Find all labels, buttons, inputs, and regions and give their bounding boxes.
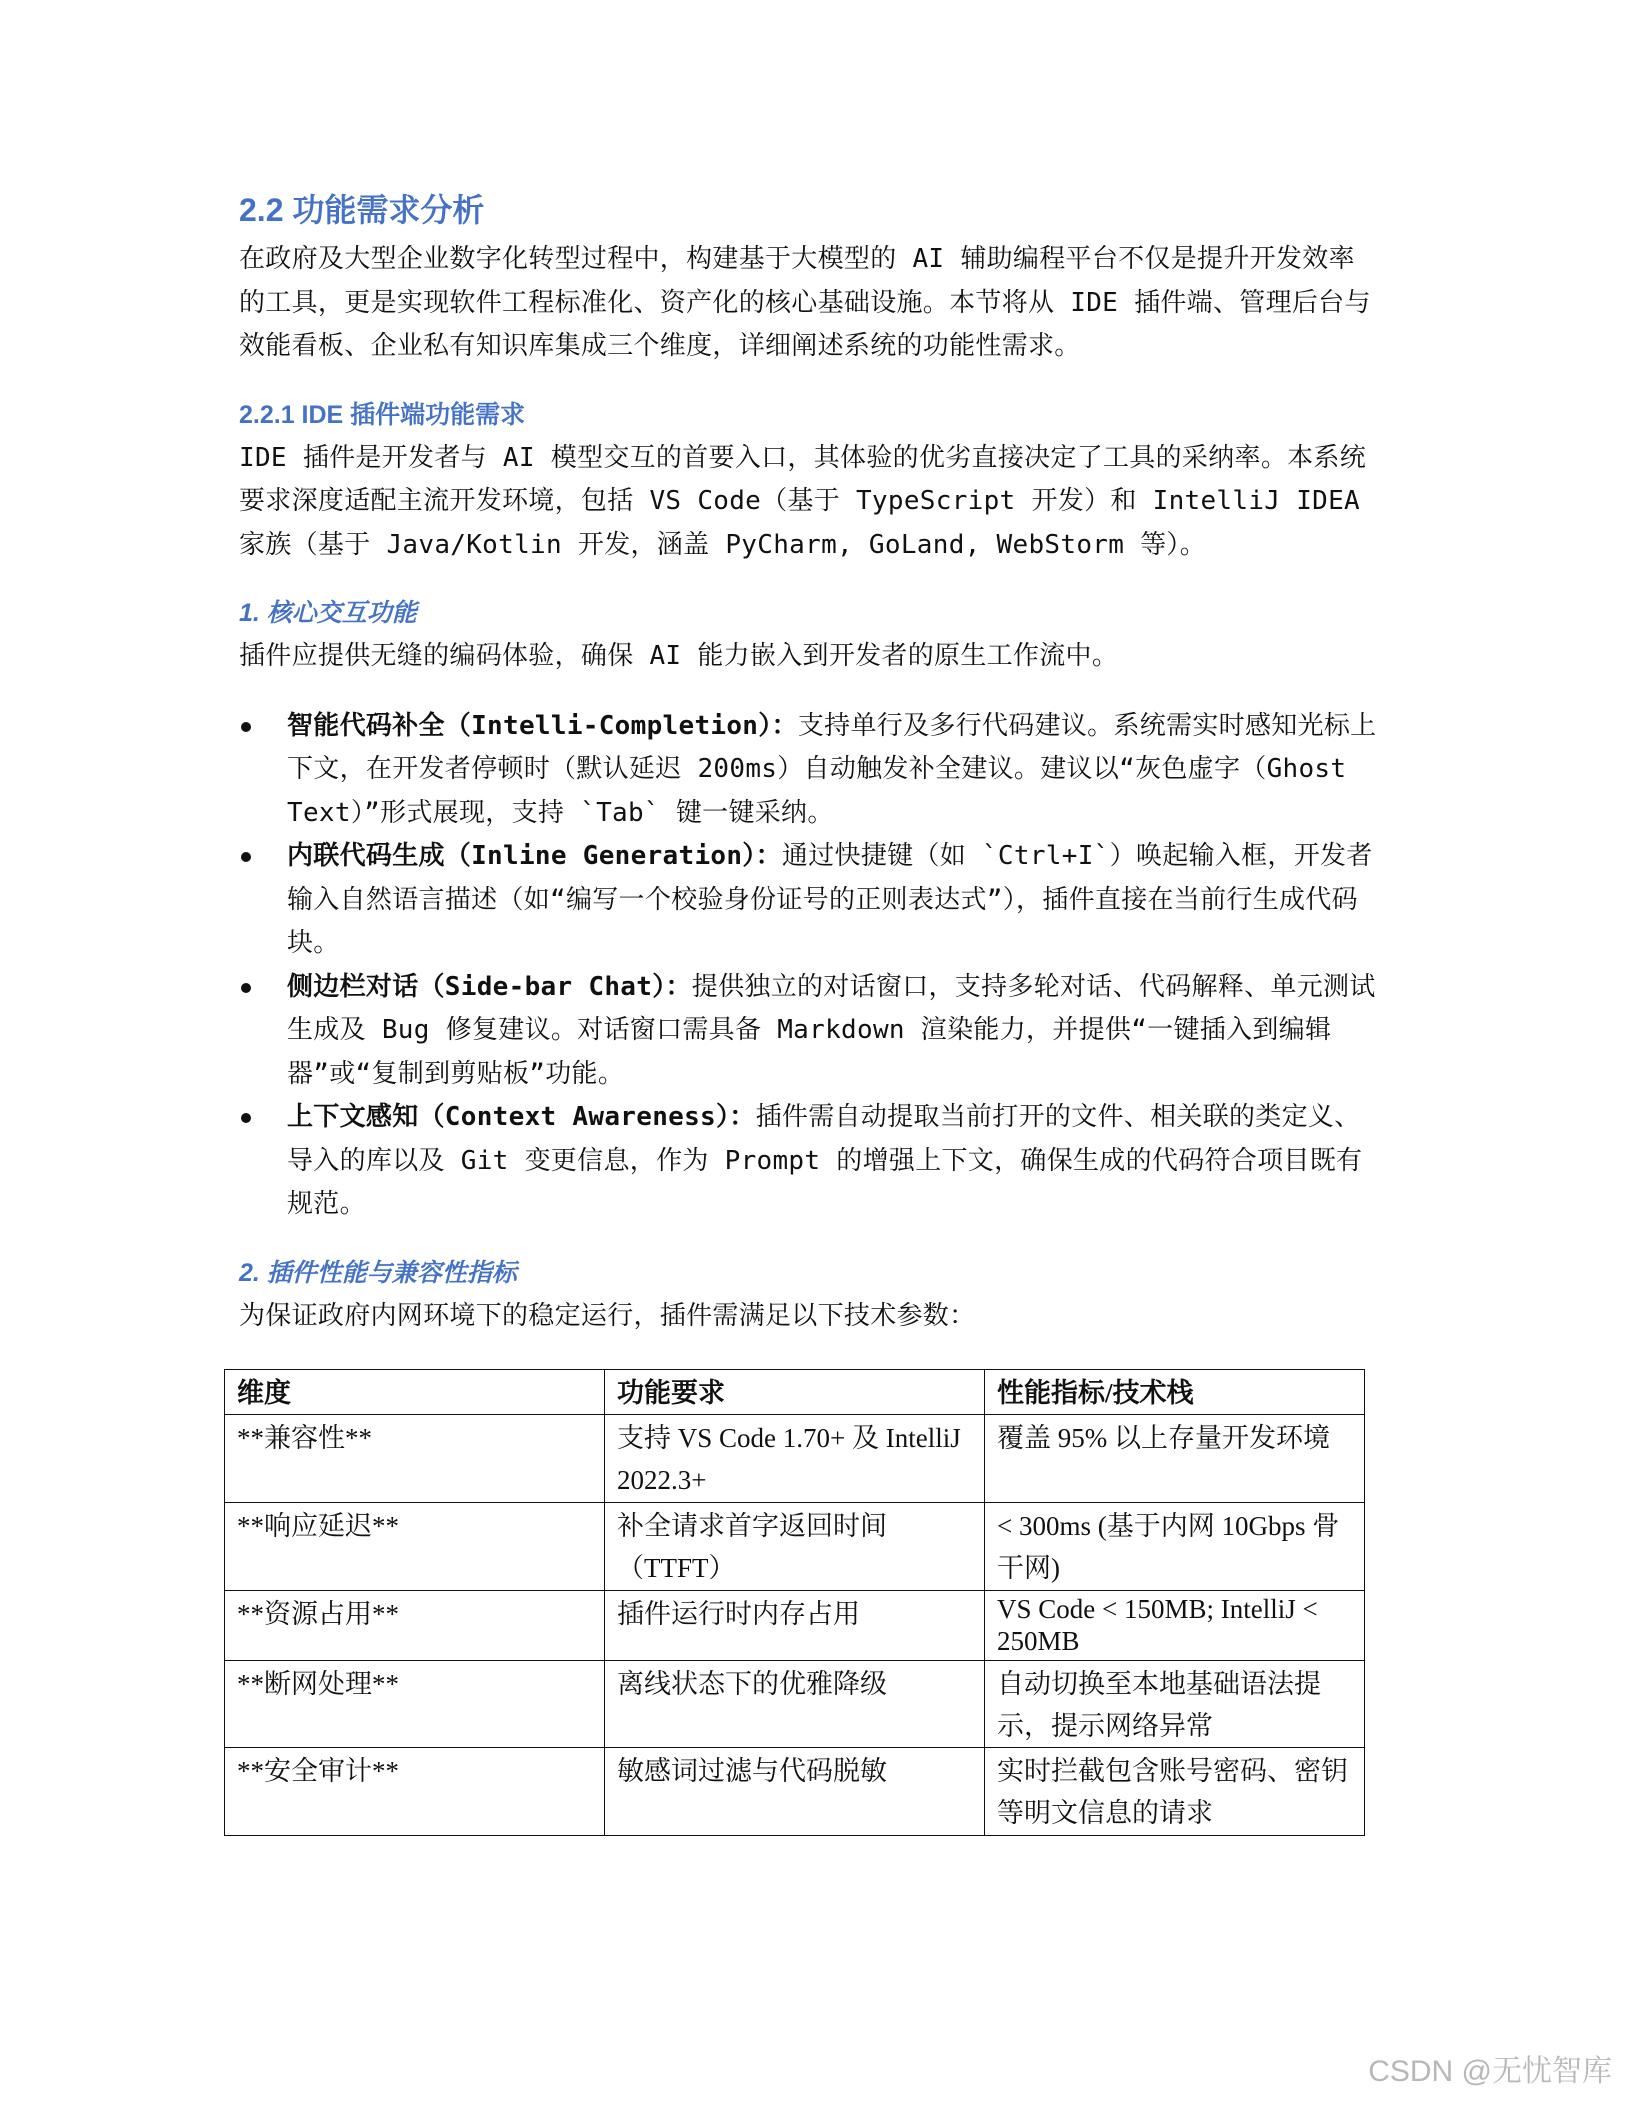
table-cell: **资源占用** — [225, 1591, 605, 1661]
table-row — [225, 1415, 1365, 1503]
table-header-row — [225, 1370, 1365, 1415]
table-cell: **响应延迟** — [225, 1503, 605, 1591]
performance-intro: 为保证政府内网环境下的稳定运行，插件需满足以下技术参数： — [239, 1300, 976, 1331]
list-item — [239, 705, 1381, 836]
core-features-intro: 插件应提供无缝的编码体验，确保 AI 能力嵌入到开发者的原生工作流中。 — [239, 641, 1119, 671]
document-page — [239, 188, 1381, 1338]
table-cell: 离线状态下的优雅降级 — [605, 1661, 985, 1748]
performance-heading: 2. 插件性能与兼容性指标 — [239, 1258, 517, 1287]
table-cell: 敏感词过滤与代码脱敏 — [605, 1748, 985, 1836]
feature-text: 提供独立的对话窗口，支持多轮对话、代码解释、单元测试生成及 Bug 修复建议。对话窗口需具备 Markdown 渲染能力，并提供“一键插入到编辑器”或“复制到剪贴板”功能。 — [287, 971, 1376, 1089]
core-features-heading: 1. 核心交互功能 — [239, 599, 417, 627]
table-row — [225, 1661, 1365, 1748]
column-header: 维度 — [225, 1370, 605, 1415]
feature-term: 侧边栏对话（Side-bar Chat）： — [287, 971, 692, 1002]
feature-text: 支持单行及多行代码建议。系统需实时感知光标上下文，在开发者停顿时（默认延迟 200ms）自动触发补全建议。建议以“灰色虚字（Ghost Text）”形式展现，支持 `Tab` 键一键采纳。 — [287, 710, 1377, 828]
section-title: 2.2 功能需求分析 — [239, 192, 485, 228]
bullet-icon — [241, 852, 251, 862]
bullet-icon — [241, 722, 251, 732]
table-cell: VS Code < 150MB; IntelliJ < 250MB — [985, 1591, 1365, 1661]
feature-text: 通过快捷键（如 `Ctrl+I`）唤起输入框，开发者输入自然语言描述（如“编写一个校验身份证号的正则表达式”），插件直接在当前行生成代码块。 — [287, 841, 1373, 958]
section-intro: 在政府及大型企业数字化转型过程中，构建基于大模型的 AI 辅助编程平台不仅是提升开发效率的工具，更是实现软件工程标准化、资产化的核心基础设施。本节将从 IDE 插件端、管理后台与效能看板、企业私有知识库集成三个维度，详细阐述系统的功能性需求。 — [239, 244, 1371, 361]
table-cell: **断网处理** — [225, 1661, 605, 1748]
watermark: CSDN @无忧智库 — [1368, 2055, 1612, 2088]
bullet-icon — [241, 983, 251, 993]
feature-term: 智能代码补全（Intelli-Completion）： — [287, 710, 798, 741]
table-cell: **安全审计** — [225, 1748, 605, 1836]
table-cell: < 300ms (基于内网 10Gbps 骨干网) — [985, 1503, 1365, 1591]
table-cell: 自动切换至本地基础语法提示，提示网络异常 — [985, 1661, 1365, 1748]
list-item — [239, 835, 1381, 966]
performance-table — [224, 1369, 1365, 1836]
feature-text: 插件需自动提取当前打开的文件、相关联的类定义、导入的库以及 Git 变更信息，作为 Prompt 的增强上下文，确保生成的代码符合项目既有规范。 — [287, 1102, 1363, 1219]
table-row — [225, 1503, 1365, 1591]
table-cell: 支持 VS Code 1.70+ 及 IntelliJ 2022.3+ — [605, 1415, 985, 1503]
table-cell: 插件运行时内存占用 — [605, 1591, 985, 1661]
table-cell: 覆盖 95% 以上存量开发环境 — [985, 1415, 1365, 1503]
table-row — [225, 1591, 1365, 1661]
table-row — [225, 1748, 1365, 1836]
table-cell: 补全请求首字返回时间（TTFT） — [605, 1503, 985, 1591]
core-features-list — [239, 705, 1381, 1227]
subsection-intro: IDE 插件是开发者与 AI 模型交互的首要入口，其体验的优劣直接决定了工具的采纳率。本系统要求深度适配主流开发环境，包括 VS Code（基于 TypeScript 开发）和 IntelliJ IDEA 家族（基于 Java/Kotlin 开发，涵盖 PyCharm, GoLand, WebStorm 等）。 — [239, 442, 1367, 560]
column-header: 性能指标/技术栈 — [985, 1370, 1365, 1415]
list-item — [239, 966, 1381, 1097]
bullet-icon — [241, 1113, 251, 1123]
feature-term: 上下文感知（Context Awareness）： — [287, 1102, 756, 1132]
subsection-title: 2.2.1 IDE 插件端功能需求 — [239, 400, 526, 429]
table-cell: 实时拦截包含账号密码、密钥等明文信息的请求 — [985, 1748, 1365, 1836]
column-header: 功能要求 — [605, 1370, 985, 1415]
list-item — [239, 1096, 1381, 1227]
feature-term: 内联代码生成（Inline Generation）： — [287, 841, 782, 871]
table-cell: **兼容性** — [225, 1415, 605, 1503]
